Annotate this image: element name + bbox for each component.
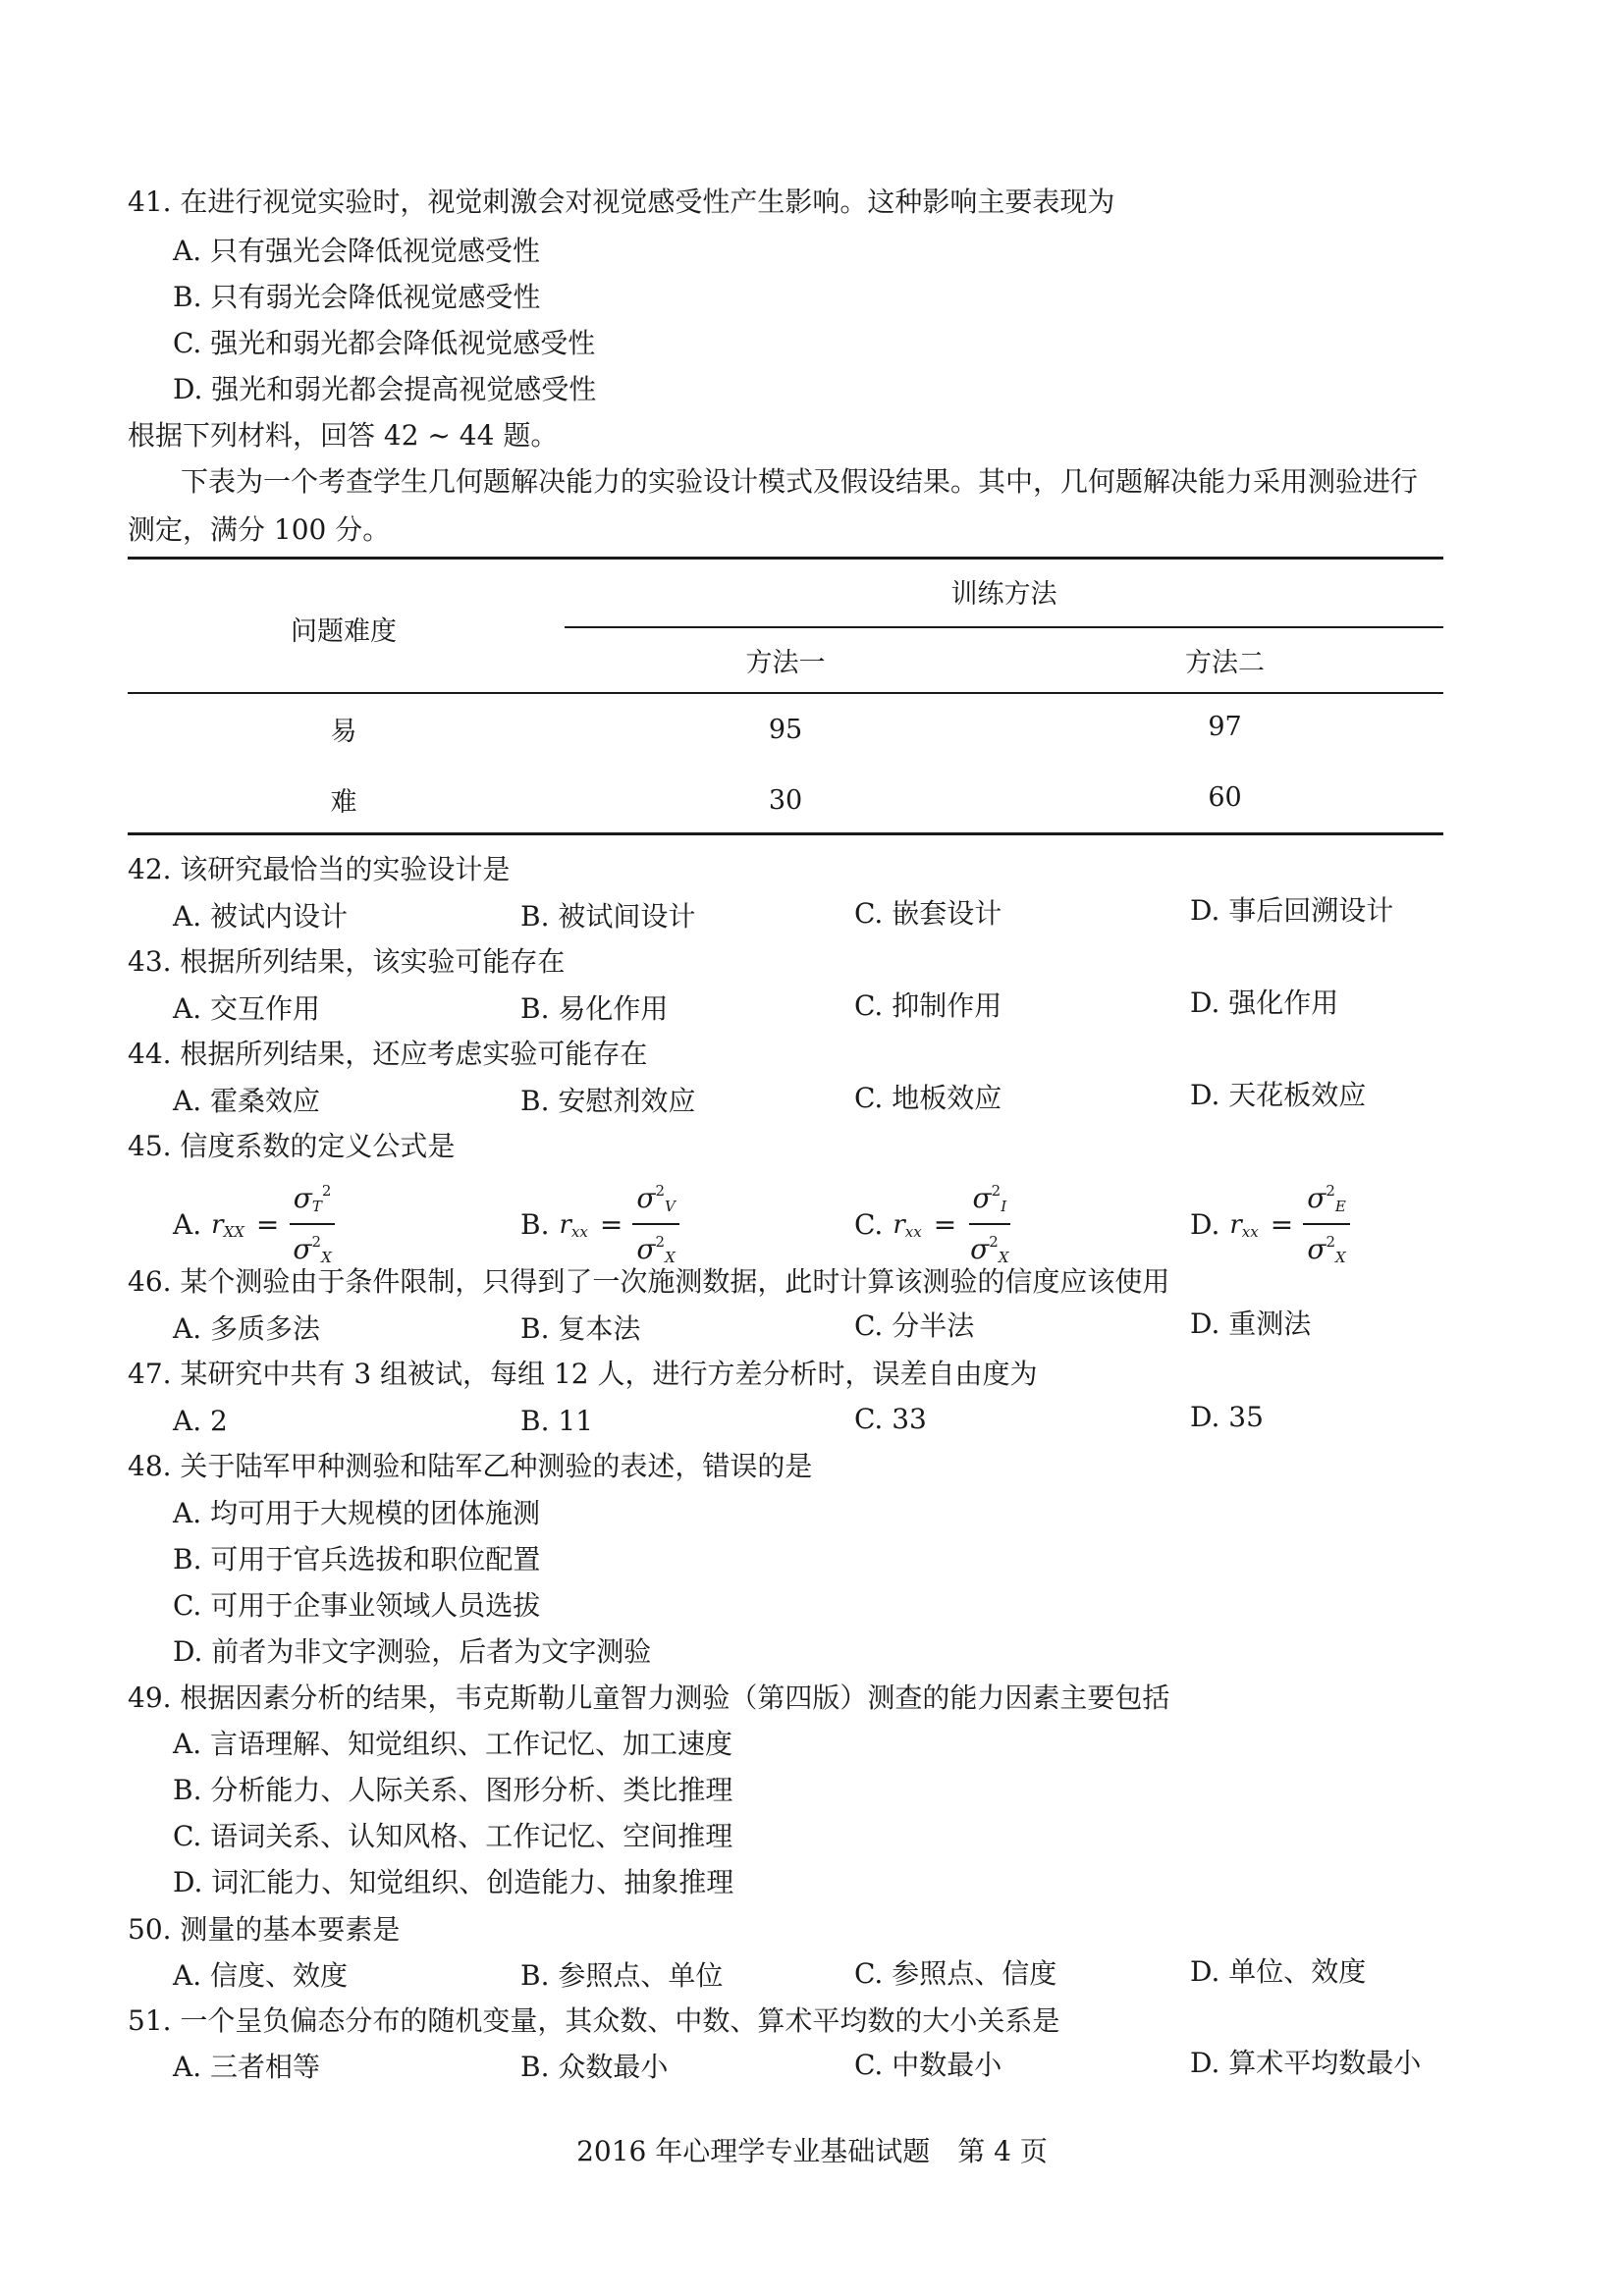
q47-option-d: D. 35 [1190,1401,1264,1433]
q44-option-c: C. 地板效应 [854,1082,1002,1114]
q44-option-d: D. 天花板效应 [1190,1079,1367,1111]
q48-option-a: A. 均可用于大规模的团体施测 [173,1497,541,1529]
q47-option-b: B. 11 [520,1405,594,1437]
q48-option-c: C. 可用于企事业领域人员选拔 [173,1589,541,1622]
table-cell: 30 [768,785,803,816]
q46-stem: 46. 某个测验由于条件限制，只得到了一次施测数据，此时计算该测验的信度应该使用 [128,1265,1170,1298]
q45-stem: 45. 信度系数的定义公式是 [128,1130,456,1162]
material-desc-line2: 测定，满分 100 分。 [128,513,391,546]
table-cell: 60 [1208,782,1242,813]
q41-option-d: D. 强光和弱光都会提高视觉感受性 [173,373,597,405]
table-cell: 95 [768,715,803,745]
q49-stem: 49. 根据因素分析的结果，韦克斯勒儿童智力测验（第四版）测查的能力因素主要包括 [128,1682,1170,1714]
q49-option-d: D. 词汇能力、知觉组织、创造能力、抽象推理 [173,1866,734,1898]
q49-option-a: A. 言语理解、知觉组织、工作记忆、加工速度 [173,1728,733,1760]
q46-option-d: D. 重测法 [1190,1308,1312,1340]
q41-option-c: C. 强光和弱光都会降低视觉感受性 [173,327,596,359]
page-footer: 2016 年心理学专业基础试题 第 4 页 [576,2135,1048,2167]
table-top-rule [128,557,1443,560]
q50-stem: 50. 测量的基本要素是 [128,1913,401,1946]
q51-option-c: C. 中数最小 [854,2049,1002,2081]
q44-stem: 44. 根据所列结果，还应考虑实验可能存在 [128,1038,648,1070]
table-row-label: 难 [330,787,357,818]
q51-option-b: B. 众数最小 [520,2051,669,2083]
q47-option-a: A. 2 [173,1405,228,1437]
q43-option-d: D. 强化作用 [1190,987,1339,1019]
q45-option-a-formula: A. $r_{XX}$ = $\frac{\sigma_T^2}{\sigma^2_X}$ [173,1176,336,1272]
q51-option-d: D. 算术平均数最小 [1190,2047,1422,2079]
q49-option-b: B. 分析能力、人际关系、图形分析、类比推理 [173,1774,733,1806]
q49-option-c: C. 语词关系、认知风格、工作记忆、空间推理 [173,1820,733,1852]
q45-option-c-formula: C. $r_{xx}$ = $\frac{\sigma^2_I}{\sigma^2_X}$ [854,1176,1013,1272]
q43-option-b: B. 易化作用 [520,992,669,1025]
material-intro: 根据下列材料，回答 42 ~ 44 题。 [128,419,559,452]
q41-stem: 41. 在进行视觉实验时，视觉刺激会对视觉感受性产生影响。这种影响主要表现为 [128,186,1115,218]
q42-option-c: C. 嵌套设计 [854,897,1002,930]
q46-option-b: B. 复本法 [520,1312,641,1345]
q44-option-a: A. 霍桑效应 [173,1085,321,1117]
q47-option-c: C. 33 [854,1403,927,1435]
q51-stem: 51. 一个呈负偏态分布的随机变量，其众数、中数、算术平均数的大小关系是 [128,2004,1060,2037]
q42-stem: 42. 该研究最恰当的实验设计是 [128,853,511,885]
q45-option-b-formula: B. $r_{xx}$ = $\frac{\sigma^2_V}{\sigma^2_X}$ [520,1176,679,1272]
q47-stem: 47. 某研究中共有 3 组被试，每组 12 人，进行方差分析时，误差自由度为 [128,1358,1038,1390]
table-row-label: 易 [330,717,357,747]
q41-option-a: A. 只有强光会降低视觉感受性 [173,235,541,267]
q43-option-a: A. 交互作用 [173,992,321,1025]
q50-option-a: A. 信度、效度 [173,1959,349,1992]
table-group-header: 训练方法 [950,579,1057,610]
q50-option-b: B. 参照点、单位 [520,1959,724,1992]
q48-option-d: D. 前者为非文字测验，后者为文字测验 [173,1635,652,1668]
q45-option-d-formula: D. $r_{xx}$ = $\frac{\sigma^2_E}{\sigma^2_X}$ [1190,1176,1350,1272]
q41-option-b: B. 只有弱光会降低视觉感受性 [173,281,541,313]
q48-option-b: B. 可用于官兵选拔和职位配置 [173,1543,541,1575]
q46-option-c: C. 分半法 [854,1309,975,1342]
table-cell: 97 [1208,712,1242,742]
table-header-rule [128,692,1443,694]
table-col1-header: 方法一 [745,648,826,678]
q42-option-b: B. 被试间设计 [520,900,696,933]
q44-option-b: B. 安慰剂效应 [520,1085,696,1117]
q42-option-d: D. 事后回溯设计 [1190,894,1394,927]
table-bottom-rule [128,832,1443,835]
table-group-rule [565,626,1443,628]
q43-stem: 43. 根据所列结果，该实验可能存在 [128,945,566,978]
q51-option-a: A. 三者相等 [173,2051,321,2083]
q48-stem: 48. 关于陆军甲种测验和陆军乙种测验的表述，错误的是 [128,1450,813,1482]
q43-option-c: C. 抑制作用 [854,989,1002,1022]
q42-option-a: A. 被试内设计 [173,900,349,933]
q46-option-a: A. 多质多法 [173,1312,321,1345]
q50-option-d: D. 单位、效度 [1190,1955,1367,1988]
material-desc-line1: 下表为一个考查学生几何题解决能力的实验设计模式及假设结果。其中，几何题解决能力采用测验进行 [181,465,1419,498]
table-col2-header: 方法二 [1185,648,1265,678]
q50-option-c: C. 参照点、信度 [854,1957,1057,1990]
table-row-header: 问题难度 [291,616,397,647]
